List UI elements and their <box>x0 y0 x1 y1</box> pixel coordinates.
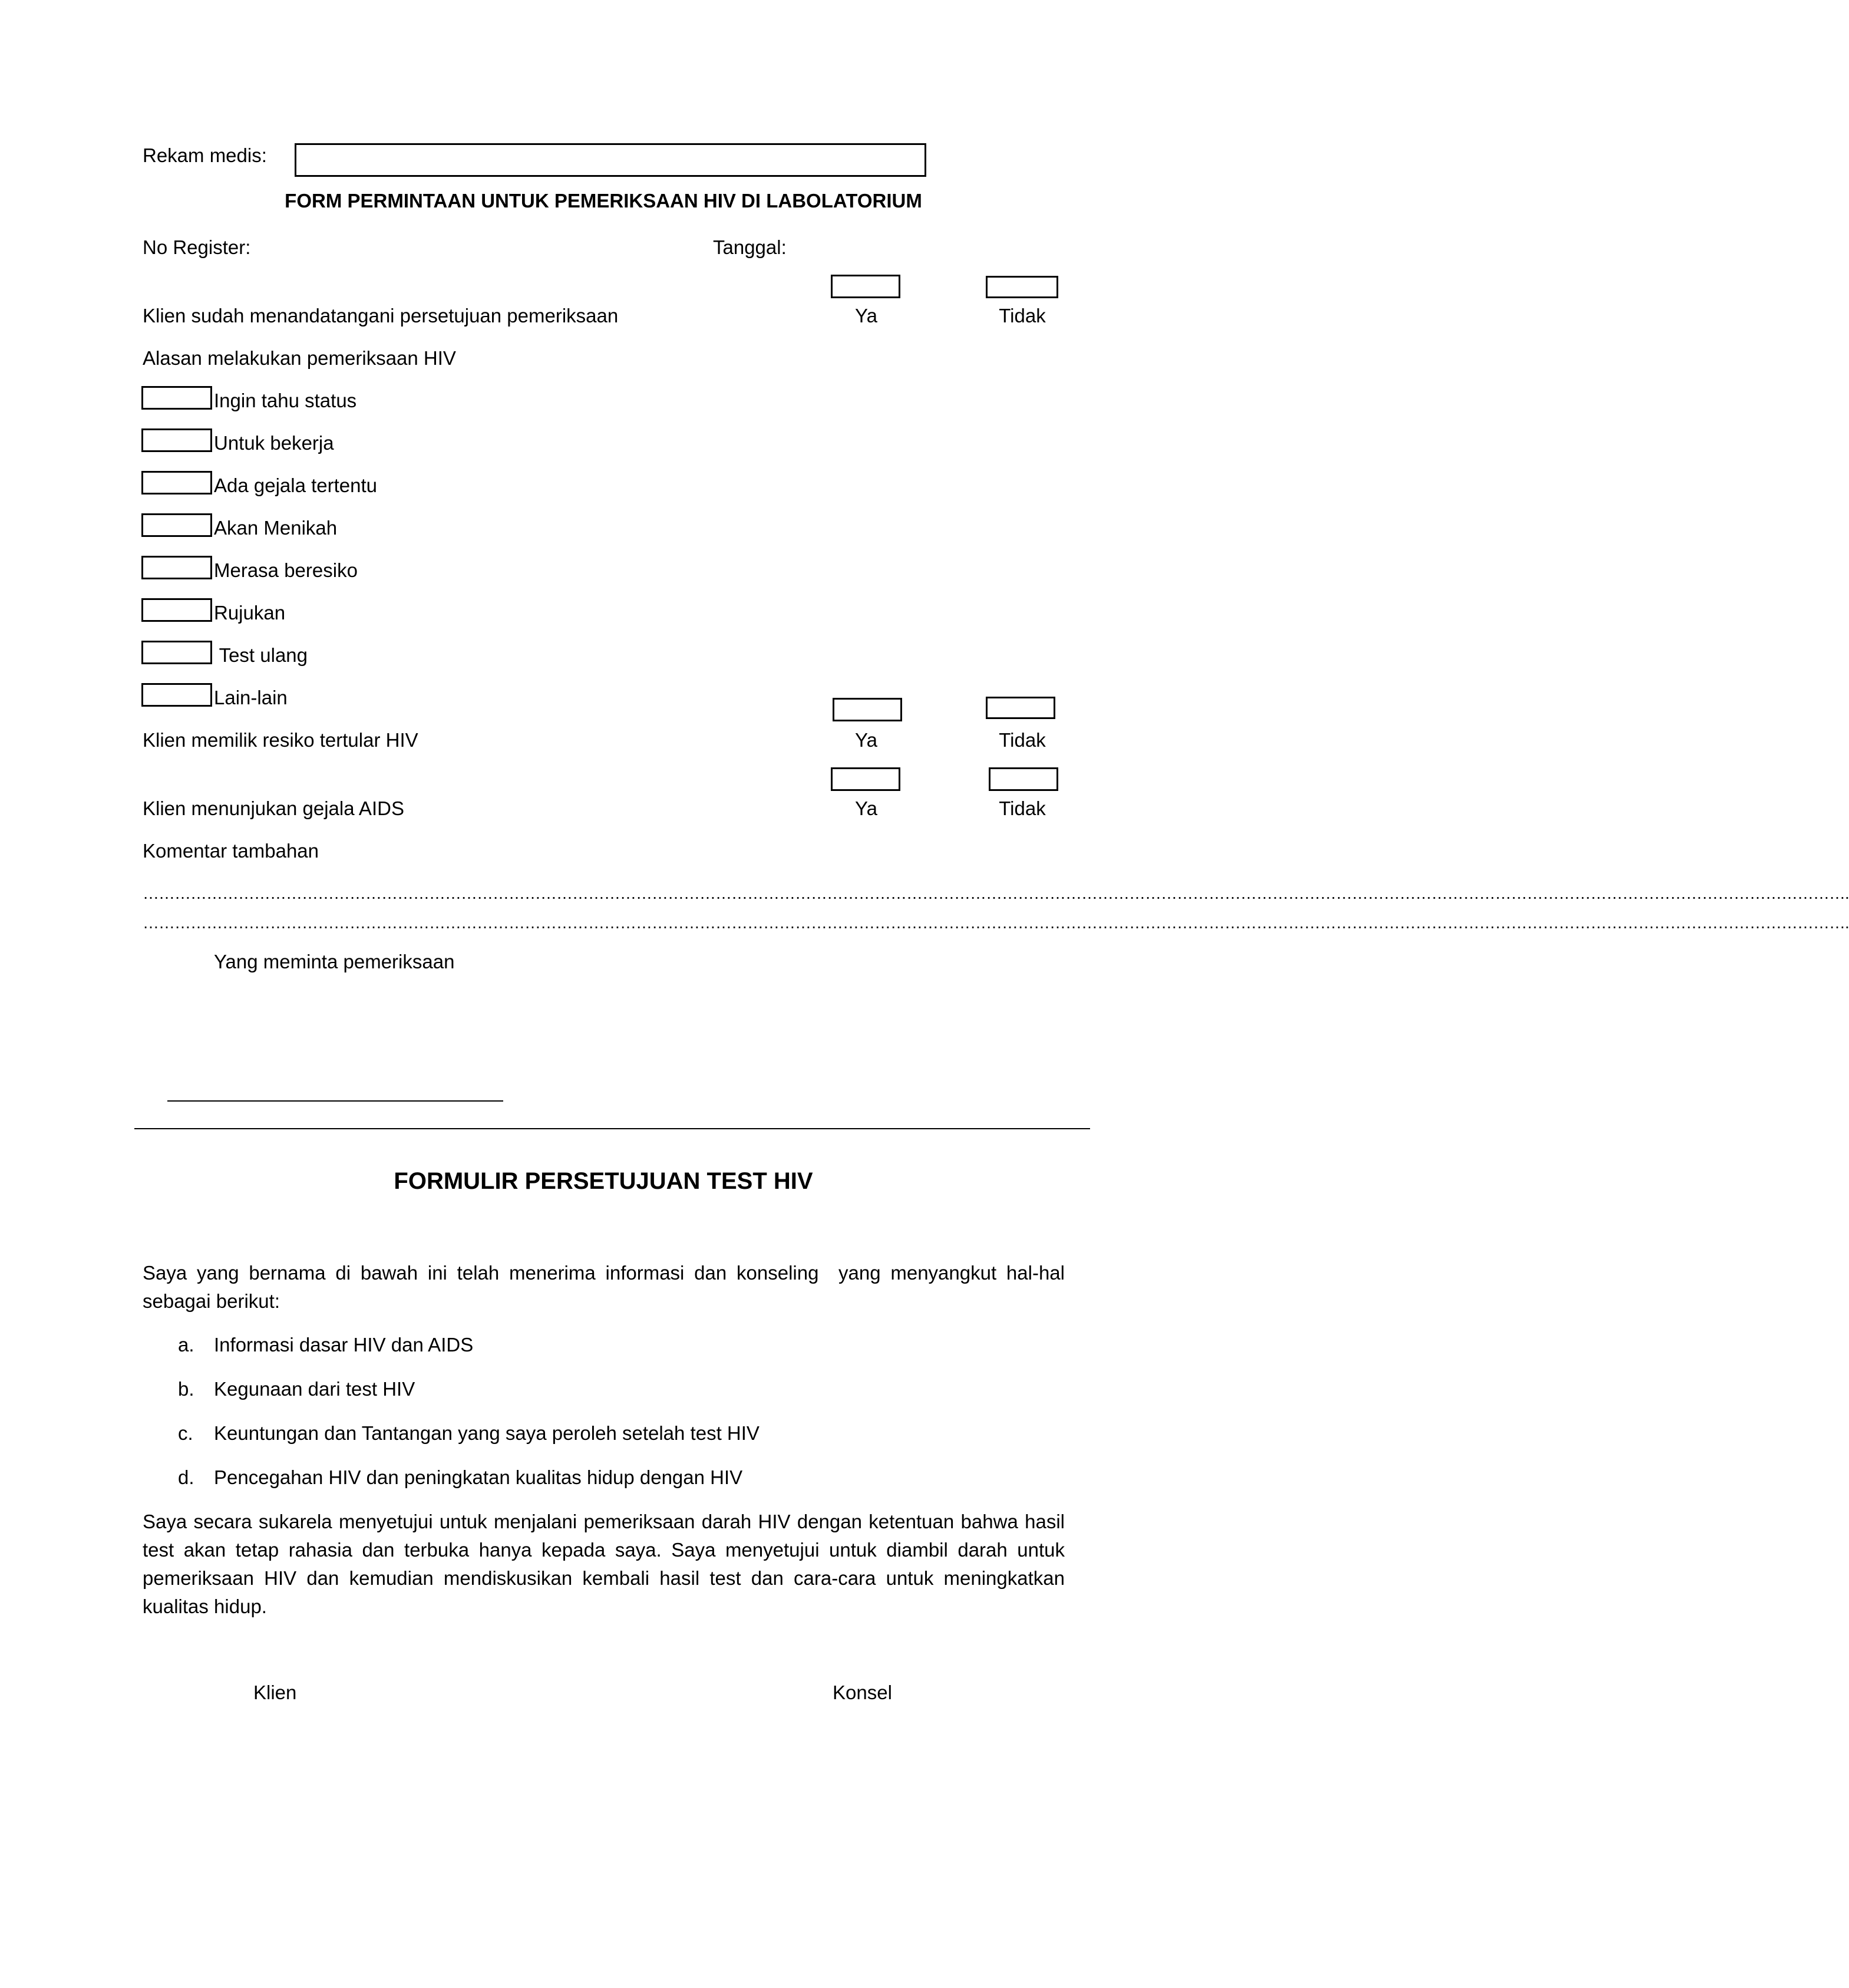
consent-yes-checkbox[interactable] <box>831 275 900 298</box>
risk-question: Klien memilik resiko tertular HIV <box>143 729 418 751</box>
reason-checkbox-other[interactable] <box>141 683 212 707</box>
reason-label-marriage: Akan Menikah <box>214 517 338 539</box>
register-label: No Register: <box>143 236 251 258</box>
aids-no-label: Tidak <box>999 797 1046 819</box>
medical-record-label: Rekam medis: <box>143 144 267 166</box>
risk-yes-label: Ya <box>855 729 877 751</box>
reason-checkbox-retest[interactable] <box>141 641 212 664</box>
reason-label-status: Ingin tahu status <box>214 390 357 411</box>
reason-label-other: Lain-lain <box>214 687 288 708</box>
aids-question: Klien menunjukan gejala AIDS <box>143 797 404 819</box>
list-marker-d: d. <box>178 1466 194 1488</box>
risk-yes-checkbox[interactable] <box>833 698 902 721</box>
list-item-a: Informasi dasar HIV dan AIDS <box>214 1334 474 1356</box>
risk-no-label: Tidak <box>999 729 1046 751</box>
section-divider <box>134 1128 1090 1129</box>
aids-yes-label: Ya <box>855 797 877 819</box>
reason-label-risk: Merasa beresiko <box>214 559 358 581</box>
request-form-title: FORM PERMINTAAN UNTUK PEMERIKSAAN HIV DI LABOLATORIUM <box>285 190 922 212</box>
reason-checkbox-status[interactable] <box>141 386 212 410</box>
list-marker-c: c. <box>178 1422 193 1444</box>
consent-statement: Saya secara sukarela menyetujui untuk menjalani pemeriksaan darah HIV dengan ketentuan bahwa hasil test akan tetap rahasia dan terbuka hanya kepada saya. Saya menyetujui untuk diambil darah untuk pemeriksaan HIV dan kemudian mendiskusikan kembali hasil test dan cara-cara untuk meningkatkan kualitas hidup. <box>143 1511 1065 1617</box>
consent-form-title: FORMULIR PERSETUJUAN TEST HIV <box>394 1168 813 1194</box>
list-item-b: Kegunaan dari test HIV <box>214 1378 415 1400</box>
reason-label-referral: Rujukan <box>214 602 286 624</box>
consent-yes-label: Ya <box>855 305 877 327</box>
reason-checkbox-referral[interactable] <box>141 598 212 622</box>
aids-yes-checkbox[interactable] <box>831 767 900 791</box>
list-marker-a: a. <box>178 1334 194 1356</box>
reason-label-work: Untuk bekerja <box>214 432 334 454</box>
consent-intro: Saya yang bernama di bawah ini telah menerima informasi dan konseling yang menyangkut hal-hal sebagai berikut: <box>143 1262 1071 1312</box>
consent-no-label: Tidak <box>999 305 1046 327</box>
list-item-d: Pencegahan HIV dan peningkatan kualitas hidup dengan HIV <box>214 1466 743 1488</box>
comments-line-1[interactable]: ……………………………………………………………………………………………………………………………………………………………………………………………………………………………………………………………………………………………. <box>143 884 1849 902</box>
consent-no-checkbox[interactable] <box>986 276 1058 298</box>
requester-label: Yang meminta pemeriksaan <box>214 951 455 972</box>
counselor-signature-label: Konsel <box>833 1682 892 1703</box>
consent-question: Klien sudah menandatangani persetujuan pemeriksaan <box>143 305 619 327</box>
reasons-heading: Alasan melakukan pemeriksaan HIV <box>143 347 456 369</box>
risk-no-checkbox[interactable] <box>986 697 1055 719</box>
comments-label: Komentar tambahan <box>143 840 319 862</box>
reason-checkbox-work[interactable] <box>141 428 212 452</box>
date-label: Tanggal: <box>713 236 787 258</box>
aids-no-checkbox[interactable] <box>989 767 1058 791</box>
reason-label-symptoms: Ada gejala tertentu <box>214 474 378 496</box>
client-signature-label: Klien <box>253 1682 297 1703</box>
reason-checkbox-marriage[interactable] <box>141 513 212 537</box>
list-item-c: Keuntungan dan Tantangan yang saya peroleh setelah test HIV <box>214 1422 760 1444</box>
reason-checkbox-symptoms[interactable] <box>141 471 212 494</box>
reason-label-retest: Test ulang <box>214 644 308 666</box>
medical-record-input[interactable] <box>295 143 926 177</box>
reason-checkbox-risk[interactable] <box>141 556 212 579</box>
list-marker-b: b. <box>178 1378 194 1400</box>
requester-signature-line[interactable] <box>167 1100 503 1102</box>
comments-line-2[interactable]: ……………………………………………………………………………………………………………………………………………………………………………………………………………………………………………………………………………………………. <box>143 914 1849 932</box>
